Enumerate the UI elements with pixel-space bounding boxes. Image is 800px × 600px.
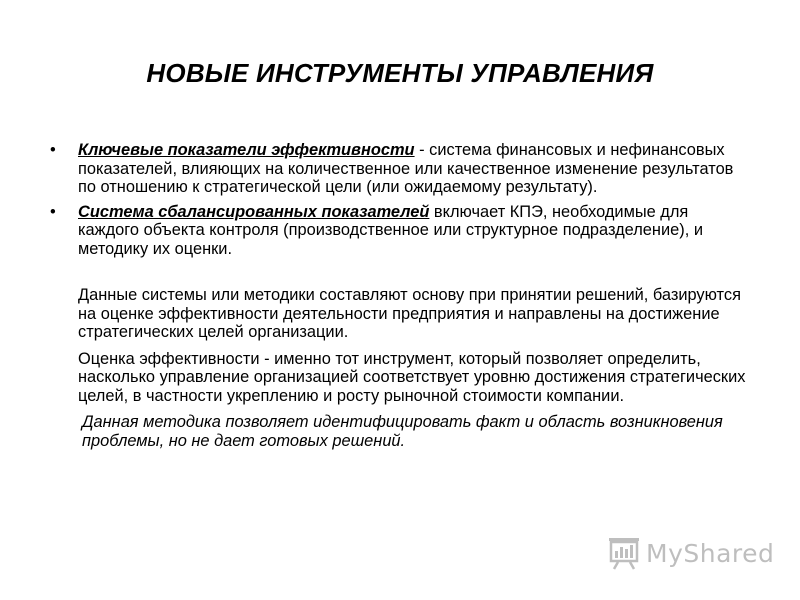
bullet-text: включает КПЭ, необходимые для каждого объекта контроля (производственное или структурное подразделение), и методику их оценки. — [78, 202, 703, 258]
slide-title: НОВЫЕ ИНСТРУМЕНТЫ УПРАВЛЕНИЯ — [146, 58, 654, 88]
bullet-item-kpi — [50, 141, 750, 197]
bullet-item-bsc — [50, 203, 750, 259]
slide-content — [50, 141, 750, 450]
bullet-term: Ключевые показатели эффективности — [78, 141, 415, 159]
bullet-marker: • — [50, 141, 56, 159]
watermark-logo — [606, 536, 774, 570]
presentation-icon — [606, 536, 642, 570]
paragraph-basis: Данные системы или методики составляют основу при принятии решений, базируются на оценке эффективности деятельности предприятия и направлены на достижение стратегических целей организации. — [78, 286, 741, 341]
bullet-text: - система финансовых и нефинансовых показателей, влияющих на количественное или качественное изменение результатов по отношению к стратегической цели (или ожидаемому результату). — [78, 141, 734, 196]
bullet-term: Система сбалансированных показателей — [78, 202, 430, 221]
bullet-marker: • — [50, 202, 56, 221]
watermark-text: MyShared — [646, 538, 775, 568]
paragraph-evaluation: Оценка эффективности - именно тот инструмент, который позволяет определить, насколько управление организацией соответствует уровню достижения стратегических целей, в частности укреплению и росту рыночной стоимости компании. — [78, 349, 746, 405]
closing-note: Данная методика позволяет идентифицировать факт и область возникновения проблемы, но не дает готовых решений. — [82, 413, 723, 450]
